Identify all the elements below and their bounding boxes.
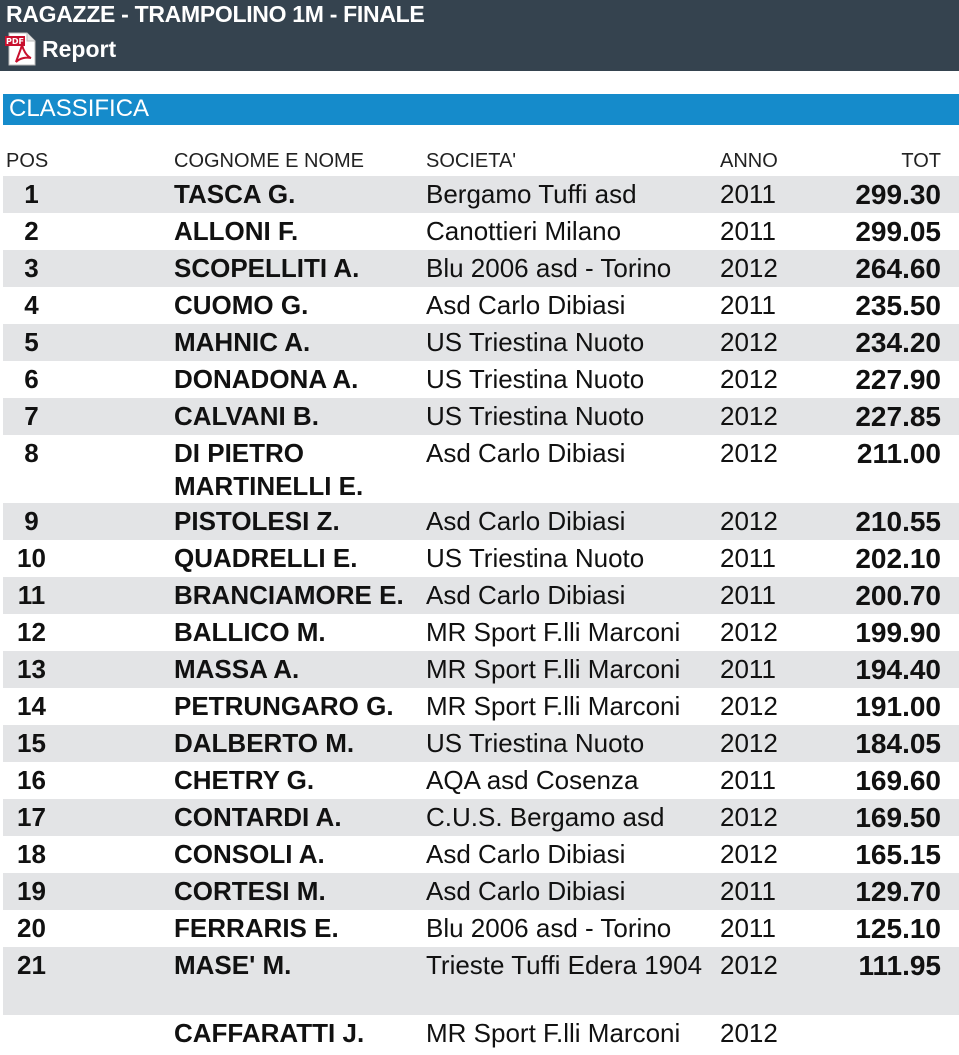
position-cell: 6 (24, 364, 39, 394)
table-row (3, 361, 959, 398)
year-cell: 2011 (720, 216, 776, 246)
table-row (3, 799, 959, 836)
table-row (3, 398, 959, 435)
athlete-name-cell: MASSA A. (174, 654, 300, 684)
athlete-name-cell: ALLONI F. (174, 216, 299, 246)
total-score-cell: 211.00 (856, 438, 941, 469)
society-cell: Asd Carlo Dibiasi (426, 876, 626, 906)
total-score-cell: 165.15 (855, 839, 941, 870)
athlete-name-cell: DI PIETRO MARTINELLI E. (174, 438, 364, 501)
year-cell: 2011 (720, 765, 776, 795)
year-cell: 2011 (720, 876, 776, 906)
year-cell: 2011 (720, 290, 776, 320)
position-cell: 3 (24, 253, 39, 283)
society-cell: AQA asd Cosenza (426, 765, 639, 795)
total-score-cell: 129.70 (855, 876, 941, 907)
athlete-name-cell: QUADRELLI E. (174, 543, 358, 573)
table-row (3, 324, 959, 361)
athlete-name-cell: DALBERTO M. (174, 728, 355, 758)
year-cell: 2012 (720, 327, 778, 357)
position-cell: 2 (24, 216, 39, 246)
society-cell: US Triestina Nuoto (426, 327, 645, 357)
total-score-cell: 227.85 (855, 401, 941, 432)
position-cell: 9 (24, 506, 39, 536)
total-score-cell: 200.70 (855, 580, 941, 611)
position-cell: 12 (17, 617, 46, 647)
total-score-cell: 264.60 (855, 253, 941, 284)
table-row (3, 910, 959, 947)
society-cell: US Triestina Nuoto (426, 728, 645, 758)
athlete-name-cell: FERRARIS E. (174, 913, 339, 943)
society-cell: Asd Carlo Dibiasi (426, 506, 626, 536)
total-score-cell: 191.00 (855, 691, 941, 722)
athlete-name-cell: MAHNIC A. (174, 327, 311, 357)
society-cell: Trieste Tuffi Edera 1904 (426, 950, 703, 980)
total-score-cell: 235.50 (855, 290, 941, 321)
total-score-cell: 202.10 (855, 543, 941, 574)
table-row (3, 250, 959, 287)
society-cell: Asd Carlo Dibiasi (426, 839, 626, 869)
athlete-name-cell: CAFFARATTI J. (174, 1018, 365, 1048)
position-cell: 20 (17, 913, 46, 943)
society-cell: MR Sport F.lli Marconi (426, 617, 681, 647)
society-cell: Asd Carlo Dibiasi (426, 580, 626, 610)
table-row (3, 947, 959, 1015)
total-score-cell: 194.40 (855, 654, 941, 685)
society-cell: US Triestina Nuoto (426, 543, 645, 573)
table-row (3, 688, 959, 725)
athlete-name-cell: CHETRY G. (174, 765, 315, 795)
table-row (3, 836, 959, 873)
society-cell: Asd Carlo Dibiasi (426, 438, 626, 468)
position-cell: 4 (24, 290, 39, 320)
total-score-cell: 299.05 (855, 216, 941, 247)
society-cell: Canottieri Milano (426, 216, 622, 246)
table-row (3, 287, 959, 324)
total-score-cell: 210.55 (855, 506, 941, 537)
report-label: Report (42, 35, 117, 62)
athlete-name-cell: CUOMO G. (174, 290, 309, 320)
total-score-cell: 169.50 (855, 802, 941, 833)
section-title: CLASSIFICA (9, 95, 150, 122)
column-header-pos: POS (6, 150, 49, 172)
year-cell: 2012 (720, 691, 778, 721)
athlete-name-cell: BALLICO M. (174, 617, 326, 647)
section-header (3, 94, 959, 125)
page-header (0, 0, 959, 71)
athlete-name-cell: CORTESI M. (174, 876, 326, 906)
athlete-name-cell: MASE' M. (174, 950, 292, 980)
table-row (3, 503, 959, 540)
table-row (3, 873, 959, 910)
position-cell: 10 (17, 543, 46, 573)
column-header-name: COGNOME E NOME (174, 150, 365, 172)
society-cell: Blu 2006 asd - Torino (426, 913, 672, 943)
athlete-name-cell: PETRUNGARO G. (174, 691, 394, 721)
table-row (3, 1015, 959, 1052)
pdf-icon (4, 32, 38, 66)
total-score-cell: 169.60 (855, 765, 941, 796)
year-cell: 2012 (720, 839, 778, 869)
table-row (3, 651, 959, 688)
year-cell: 2011 (720, 654, 776, 684)
table-row (3, 577, 959, 614)
ranking-table (3, 144, 959, 1052)
society-cell: US Triestina Nuoto (426, 364, 645, 394)
position-cell: 7 (24, 401, 39, 431)
table-row (3, 213, 959, 250)
year-cell: 2011 (720, 580, 776, 610)
position-cell: 21 (17, 950, 46, 980)
total-score-cell: 227.90 (855, 364, 941, 395)
athlete-name-cell: CONSOLI A. (174, 839, 325, 869)
society-cell: MR Sport F.lli Marconi (426, 691, 681, 721)
column-header-society: SOCIETA' (426, 150, 517, 172)
position-cell: 13 (17, 654, 46, 684)
year-cell: 2011 (720, 179, 776, 209)
athlete-name-cell: DONADONA A. (174, 364, 359, 394)
table-row (3, 176, 959, 213)
year-cell: 2012 (720, 617, 778, 647)
athlete-name-cell: CALVANI B. (174, 401, 319, 431)
total-score-cell: 299.30 (855, 179, 941, 210)
society-cell: Asd Carlo Dibiasi (426, 290, 626, 320)
table-row (3, 614, 959, 651)
year-cell: 2012 (720, 438, 778, 468)
total-score-cell: 111.95 (858, 950, 941, 981)
total-score-cell: 184.05 (855, 728, 941, 759)
athlete-name-cell: SCOPELLITI A. (174, 253, 360, 283)
table-header (3, 144, 959, 176)
year-cell: 2011 (720, 543, 776, 573)
society-cell: Bergamo Tuffi asd (426, 179, 637, 209)
year-cell: 2012 (720, 364, 778, 394)
athlete-name-cell: PISTOLESI Z. (174, 506, 340, 536)
table-row (3, 725, 959, 762)
column-header-year: ANNO (720, 150, 778, 172)
table-row (3, 762, 959, 799)
position-cell: 15 (17, 728, 46, 758)
society-cell: C.U.S. Bergamo asd (426, 802, 665, 832)
year-cell: 2012 (720, 728, 778, 758)
society-cell: US Triestina Nuoto (426, 401, 645, 431)
year-cell: 2012 (720, 506, 778, 536)
athlete-name-cell: CONTARDI A. (174, 802, 342, 832)
total-score-cell: 125.10 (855, 913, 941, 944)
athlete-name-cell: BRANCIAMORE E. (174, 580, 404, 610)
position-cell: 5 (24, 327, 39, 357)
society-cell: MR Sport F.lli Marconi (426, 1018, 681, 1048)
position-cell: 14 (17, 691, 46, 721)
athlete-name-cell: TASCA G. (174, 179, 296, 209)
year-cell: 2012 (720, 802, 778, 832)
society-cell: Blu 2006 asd - Torino (426, 253, 672, 283)
year-cell: 2011 (720, 913, 776, 943)
column-header-tot: TOT (901, 150, 941, 172)
page-title: RAGAZZE - TRAMPOLINO 1M - FINALE (6, 1, 425, 27)
position-cell: 8 (24, 438, 39, 468)
report-button[interactable] (4, 31, 116, 67)
total-score-cell: 234.20 (855, 327, 941, 358)
position-cell: 1 (24, 179, 39, 209)
svg-text:PDF: PDF (6, 37, 24, 46)
society-cell: MR Sport F.lli Marconi (426, 654, 681, 684)
total-score-cell: 199.90 (855, 617, 941, 648)
year-cell: 2012 (720, 950, 778, 980)
year-cell: 2012 (720, 401, 778, 431)
position-cell: 11 (17, 580, 46, 610)
table-row (3, 540, 959, 577)
position-cell: 19 (17, 876, 46, 906)
position-cell: 17 (17, 802, 46, 832)
year-cell: 2012 (720, 1018, 778, 1048)
year-cell: 2012 (720, 253, 778, 283)
position-cell: 18 (17, 839, 46, 869)
table-row (3, 435, 959, 503)
position-cell: 16 (17, 765, 46, 795)
